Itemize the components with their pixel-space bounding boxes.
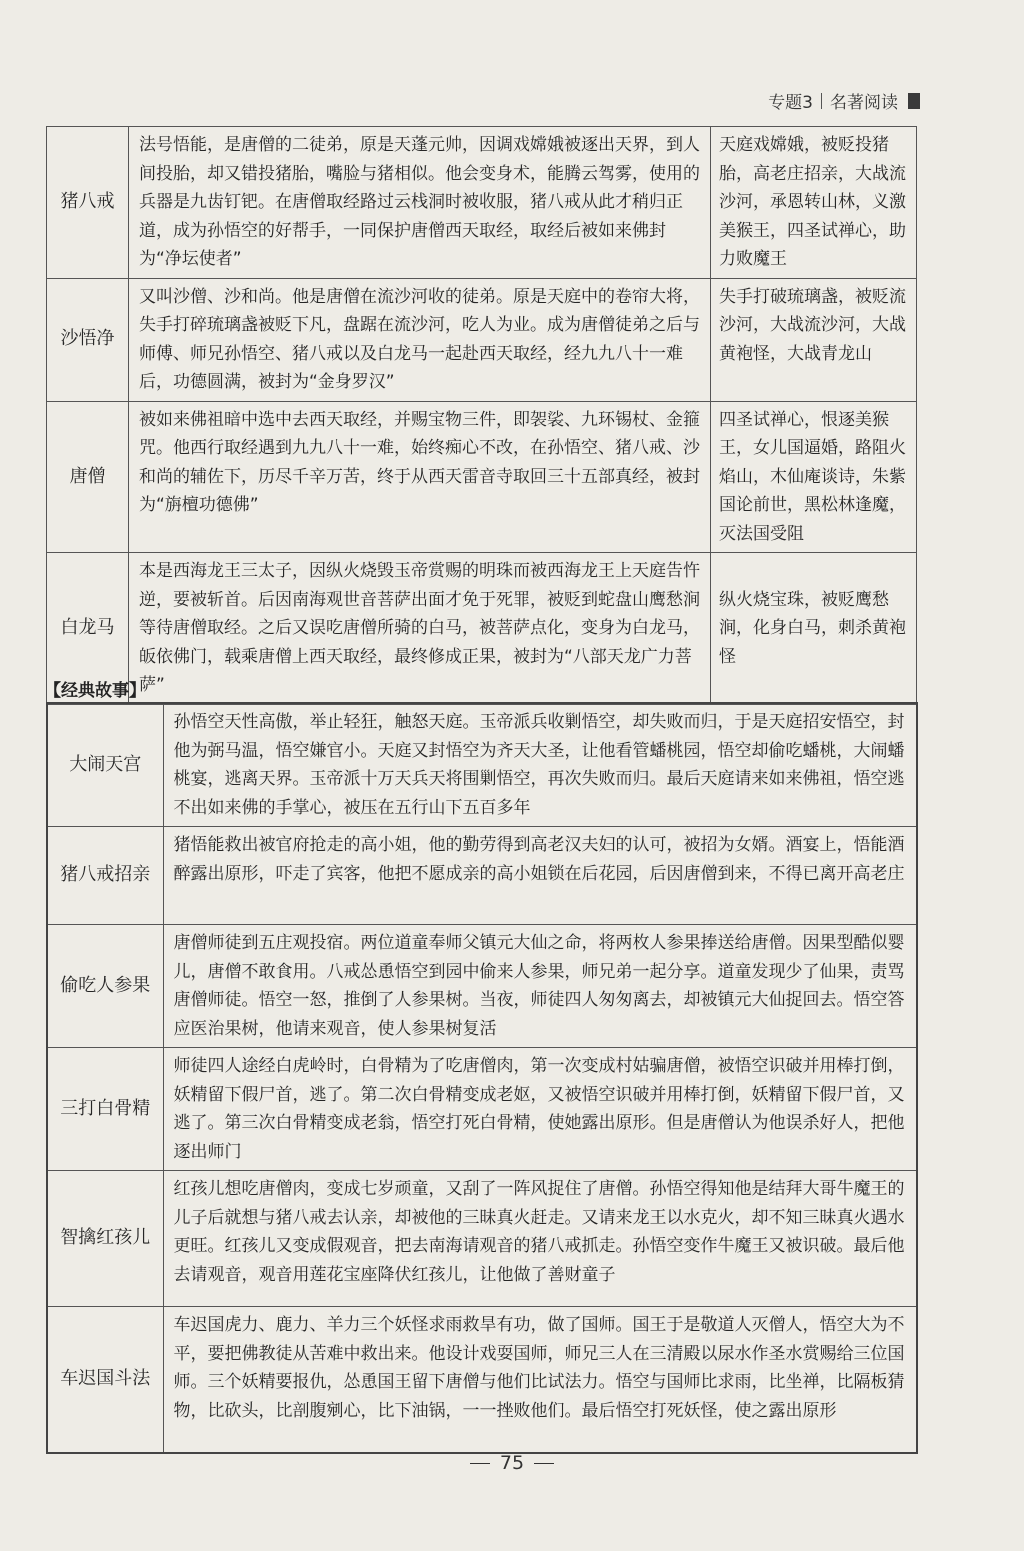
- story-title: 智擒红孩儿: [47, 1171, 163, 1307]
- header-tab-mark-icon: [908, 93, 920, 109]
- character-name: 猪八戒: [47, 127, 129, 279]
- header-divider: [821, 93, 822, 109]
- table-row: [47, 278, 917, 401]
- character-name: 沙悟净: [47, 278, 129, 401]
- classic-stories-heading: 【经典故事】: [44, 681, 146, 701]
- story-text: 红孩儿想吃唐僧肉，变成七岁顽童，又刮了一阵风捉住了唐僧。孙悟空得知他是结拜大哥牛魔王的儿子后就想与猪八戒去认亲，却被他的三昧真火赶走。又请来龙王以水克火，却不知三昧真火遇水更旺。红孩儿又变成假观音，把去南海请观音的猪八戒抓走。孙悟空变作牛魔王又被识破。最后他去请观音，观音用莲花宝座降伏红孩儿，让他做了善财童子: [163, 1171, 917, 1307]
- page-header: [768, 88, 920, 113]
- story-title: 车迟国斗法: [47, 1307, 163, 1453]
- story-text: 车迟国虎力、鹿力、羊力三个妖怪求雨救旱有功，做了国师。国王于是敬道人灭僧人，悟空大为不平，要把佛教徒从苦难中救出来。他设计戏耍国师，师兄三人在三清殿以尿水作圣水赏赐给三位国师。三个妖精要报仇，怂恿国王留下唐僧与他们比试法力。悟空与国师比求雨，比坐禅，比隔板猜物，比砍头，比剖腹剜心，比下油锅，一一挫败他们。最后悟空打死妖怪，使之露出原形: [163, 1307, 917, 1453]
- table-row: [47, 827, 917, 925]
- dash-right: [534, 1463, 554, 1464]
- character-name: 唐僧: [47, 401, 129, 553]
- page-number-value: 75: [499, 1452, 525, 1474]
- story-text: 师徒四人途经白虎岭时，白骨精为了吃唐僧肉，第一次变成村姑骗唐僧，被悟空识破并用棒打倒，妖精留下假尸首，逃了。第二次白骨精变成老妪，又被悟空识破并用棒打倒，妖精留下假尸首，又逃了。第三次白骨精变成老翁，悟空打死白骨精，使她露出原形。但是唐僧认为他误杀好人，把他逐出师门: [163, 1048, 917, 1171]
- table-row: [47, 553, 917, 705]
- character-events: 纵火烧宝珠，被贬鹰愁涧，化身白马，刺杀黄袍怪: [711, 553, 917, 705]
- table-row: [47, 401, 917, 553]
- story-title: 三打白骨精: [47, 1048, 163, 1171]
- topic-label: 专题3: [768, 93, 813, 113]
- story-title: 猪八戒招亲: [47, 827, 163, 925]
- story-title: 大闹天宫: [47, 703, 163, 827]
- section-title: 名著阅读: [830, 93, 898, 113]
- story-text: 唐僧师徒到五庄观投宿。两位道童奉师父镇元大仙之命，将两枚人参果捧送给唐僧。因果型酷似婴儿，唐僧不敢食用。八戒怂恿悟空到园中偷来人参果，师兄弟一起分享。道童发现少了仙果，责骂唐僧师徒。悟空一怒，推倒了人参果树。当夜，师徒四人匆匆离去，却被镇元大仙捉回去。悟空答应医治果树，他请来观音，使人参果树复活: [163, 925, 917, 1048]
- character-name: 白龙马: [47, 553, 129, 705]
- story-title: 偷吃人参果: [47, 925, 163, 1048]
- character-events: 失手打破琉璃盏，被贬流沙河，大战流沙河，大战黄袍怪，大战青龙山: [711, 278, 917, 401]
- table-row: [47, 1307, 917, 1453]
- table-row: [47, 703, 917, 827]
- page-number: [0, 1452, 1024, 1474]
- story-text: 孙悟空天性高傲，举止轻狂，触怒天庭。玉帝派兵收剿悟空，却失败而归，于是天庭招安悟空，封他为弼马温，悟空嫌官小。天庭又封悟空为齐天大圣，让他看管蟠桃园，悟空却偷吃蟠桃，大闹蟠桃宴，逃离天界。玉帝派十万天兵天将围剿悟空，再次失败而归。最后天庭请来如来佛祖，悟空逃不出如来佛的手掌心，被压在五行山下五百多年: [163, 703, 917, 827]
- table-row: [47, 1171, 917, 1307]
- stories-table: [46, 702, 918, 1454]
- character-events: 天庭戏嫦娥，被贬投猪胎，高老庄招亲，大战流沙河，承恩转山林，义激美猴王，四圣试禅心，助力败魔王: [711, 127, 917, 279]
- character-events: 四圣试禅心，恨逐美猴王，女儿国逼婚，路阻火焰山，木仙庵谈诗，朱紫国论前世，黑松林逢魔，灭法国受阻: [711, 401, 917, 553]
- characters-table: [46, 126, 917, 705]
- table-row: [47, 925, 917, 1048]
- dash-left: [470, 1463, 490, 1464]
- table-row: [47, 127, 917, 279]
- table-row: [47, 1048, 917, 1171]
- character-description: 本是西海龙王三太子，因纵火烧毁玉帝赏赐的明珠而被西海龙王上天庭告忤逆，要被斩首。后因南海观世音菩萨出面才免于死罪，被贬到蛇盘山鹰愁涧等待唐僧取经。之后又误吃唐僧所骑的白马，被菩萨点化，变身为白龙马，皈依佛门，载乘唐僧上西天取经，最终修成正果，被封为“八部天龙广力菩萨”: [129, 553, 711, 705]
- story-text: 猪悟能救出被官府抢走的高小姐，他的勤劳得到高老汉夫妇的认可，被招为女婿。酒宴上，悟能酒醉露出原形，吓走了宾客，他把不愿成亲的高小姐锁在后花园，后因唐僧到来，不得已离开高老庄: [163, 827, 917, 925]
- character-description: 被如来佛祖暗中选中去西天取经，并赐宝物三件，即袈裟、九环锡杖、金箍咒。他西行取经遇到九九八十一难，始终痴心不改，在孙悟空、猪八戒、沙和尚的辅佐下，历尽千辛万苦，终于从西天雷音寺取回三十五部真经，被封为“旃檀功德佛”: [129, 401, 711, 553]
- character-description: 又叫沙僧、沙和尚。他是唐僧在流沙河收的徒弟。原是天庭中的卷帘大将，失手打碎琉璃盏被贬下凡，盘踞在流沙河，吃人为业。成为唐僧徒弟之后与师傅、师兄孙悟空、猪八戒以及白龙马一起赴西天取经，经九九八十一难后，功德圆满，被封为“金身罗汉”: [129, 278, 711, 401]
- character-description: 法号悟能，是唐僧的二徒弟，原是天蓬元帅，因调戏嫦娥被逐出天界，到人间投胎，却又错投猪胎，嘴脸与猪相似。他会变身术，能腾云驾雾，使用的兵器是九齿钉钯。在唐僧取经路过云栈洞时被收服，猪八戒从此才稍归正道，成为孙悟空的好帮手，一同保护唐僧西天取经，取经后被如来佛封为“净坛使者”: [129, 127, 711, 279]
